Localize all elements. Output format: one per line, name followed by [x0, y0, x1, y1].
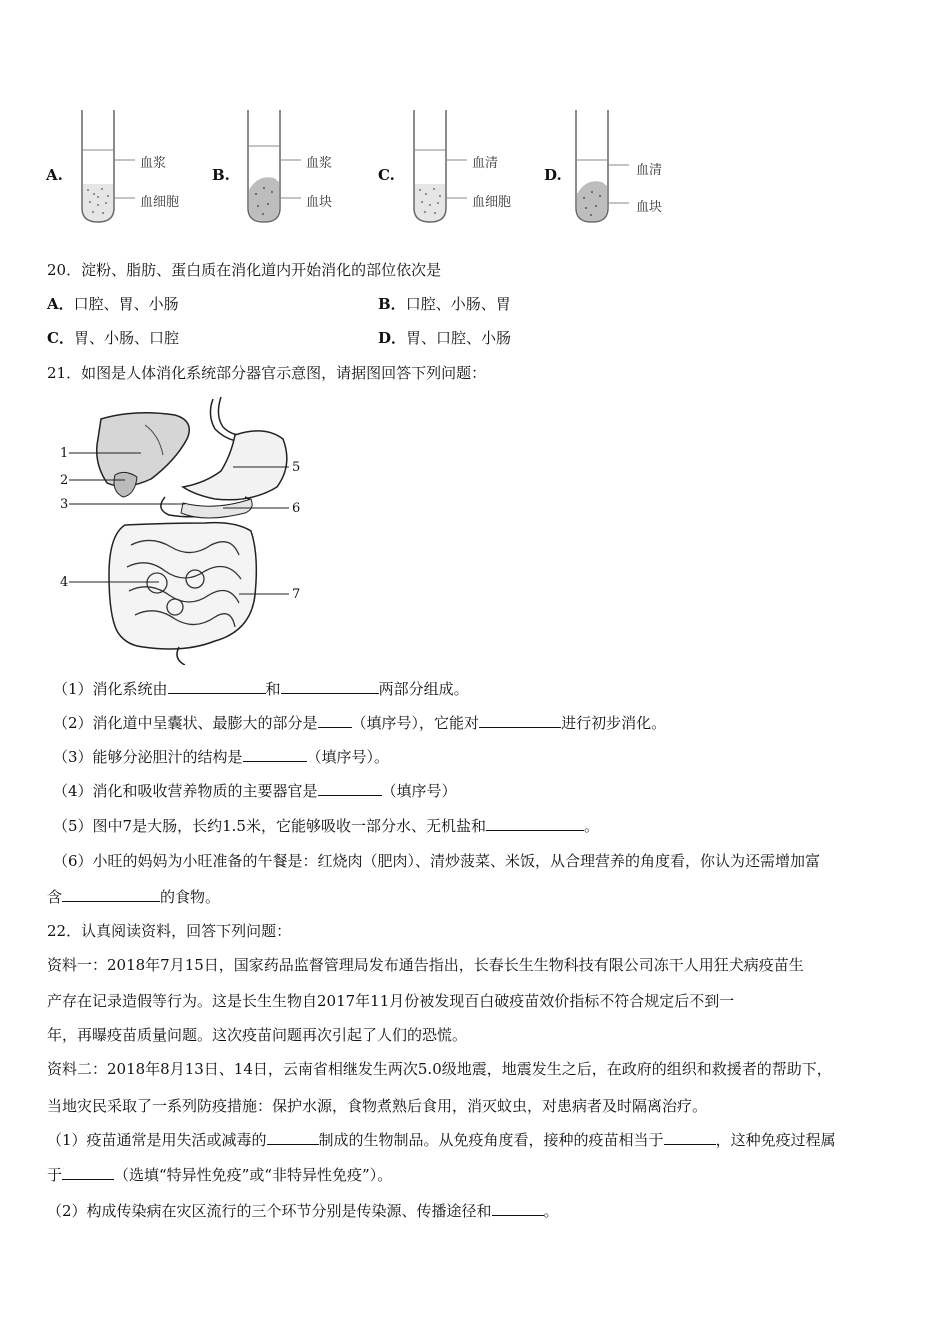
tube-a-upper-label: 血浆	[140, 156, 167, 171]
diagram-label-5: 5	[292, 460, 301, 475]
q20-choice-b[interactable]: B．口腔、小肠、胃	[378, 295, 511, 313]
q21-sub1: （1）消化系统由 和 两部分组成。	[53, 680, 469, 698]
q21-sub5: （5）图中7是大肠，长约1.5米，它能够吸收一部分水、无机盐和 。	[53, 817, 599, 835]
q22-material-line: 当地灾民采取了一系列防疫措施：保护水源，食物煮熟后食用，消灭蚊虫，对患病者及时隔离治疗。	[47, 1097, 708, 1115]
tube-d-lower-label: 血块	[636, 200, 663, 215]
q22-material-line: 资料一：2018年7月15日，国家药品监督管理局发布通告指出，长春长生生物科技有限公司冻干人用狂犬病疫苗生	[47, 956, 804, 974]
option-d-letter: D.	[544, 166, 562, 184]
answer-blank[interactable]	[281, 679, 379, 694]
q21-sub6-line2: 含 的食物。	[47, 888, 221, 906]
answer-blank[interactable]	[492, 1201, 544, 1216]
test-tube-c-icon	[410, 108, 450, 228]
q22-sub2: （2）构成传染病在灾区流行的三个环节分别是传染源、传播途径和 。	[47, 1202, 559, 1220]
tube-b-lower-label: 血块	[306, 195, 333, 210]
tube-b-upper-label: 血浆	[306, 156, 333, 171]
diagram-label-1: 1	[60, 446, 69, 461]
diagram-label-3: 3	[60, 497, 69, 512]
diagram-label-7: 7	[292, 587, 301, 602]
answer-blank[interactable]	[318, 713, 352, 728]
option-b-letter: B.	[212, 166, 230, 184]
test-tube-d-icon	[572, 108, 612, 228]
option-c-letter: C.	[378, 166, 395, 184]
answer-blank[interactable]	[267, 1130, 319, 1145]
q21-sub3: （3）能够分泌胆汁的结构是 （填序号）。	[53, 748, 390, 766]
test-tube-b-icon	[244, 108, 284, 228]
q20-choice-c[interactable]: C．胃、小肠、口腔	[47, 329, 179, 347]
tube-c-lower-label: 血细胞	[472, 195, 512, 210]
diagram-label-6: 6	[292, 501, 301, 516]
tube-c-upper-label: 血清	[472, 156, 499, 171]
q21-sub6-line1: （6）小旺的妈妈为小旺准备的午餐是：红烧肉（肥肉）、清炒菠菜、米饭，从合理营养的角度看，你认为还需增加富	[53, 852, 821, 870]
q21-sub4: （4）消化和吸收营养物质的主要器官是 （填序号）	[53, 782, 457, 800]
option-a-letter: A.	[46, 166, 63, 184]
answer-blank[interactable]	[486, 816, 584, 831]
answer-blank[interactable]	[62, 887, 160, 902]
q21-sub2: （2）消化道中呈囊状、最膨大的部分是 （填序号），它能对 进行初步消化。	[53, 714, 667, 732]
q22-material-line: 资料二：2018年8月13日、14日，云南省相继发生两次5.0级地震，地震发生之后，在政府的组织和救援者的帮助下，	[47, 1060, 832, 1078]
q22-material-line: 年，再曝疫苗质量问题。这次疫苗问题再次引起了人们的恐慌。	[47, 1026, 468, 1044]
diagram-label-2: 2	[60, 473, 69, 488]
answer-blank[interactable]	[318, 781, 382, 796]
answer-blank[interactable]	[168, 679, 266, 694]
answer-blank[interactable]	[62, 1165, 114, 1180]
diagram-label-4: 4	[60, 575, 69, 590]
digestive-system-diagram	[55, 395, 315, 665]
answer-blank[interactable]	[243, 747, 307, 762]
q20-stem: 20．淀粉、脂肪、蛋白质在消化道内开始消化的部位依次是	[47, 261, 442, 279]
test-tube-a-icon	[78, 108, 118, 228]
q20-choice-a[interactable]: A．口腔、胃、小肠	[47, 295, 179, 313]
q22-stem: 22．认真阅读资料，回答下列问题：	[47, 922, 292, 940]
q22-material-line: 产存在记录造假等行为。这是长生生物自2017年11月份被发现百白破疫苗效价指标不符合规定后不到一	[47, 992, 735, 1010]
q22-sub1-line1: （1）疫苗通常是用失活或减毒的 制成的生物制品。从免疫角度看，接种的疫苗相当于 ，这种免疫过程属	[47, 1131, 836, 1149]
answer-blank[interactable]	[479, 713, 561, 728]
q20-choice-d[interactable]: D．胃、口腔、小肠	[378, 329, 512, 347]
tube-d-upper-label: 血清	[636, 163, 663, 178]
q21-stem: 21．如图是人体消化系统部分器官示意图，请据图回答下列问题：	[47, 364, 487, 382]
q22-sub1-line2: 于 （选填“特异性免疫”或“非特异性免疫”）。	[47, 1166, 393, 1184]
tube-a-lower-label: 血细胞	[140, 195, 180, 210]
answer-blank[interactable]	[664, 1130, 716, 1145]
